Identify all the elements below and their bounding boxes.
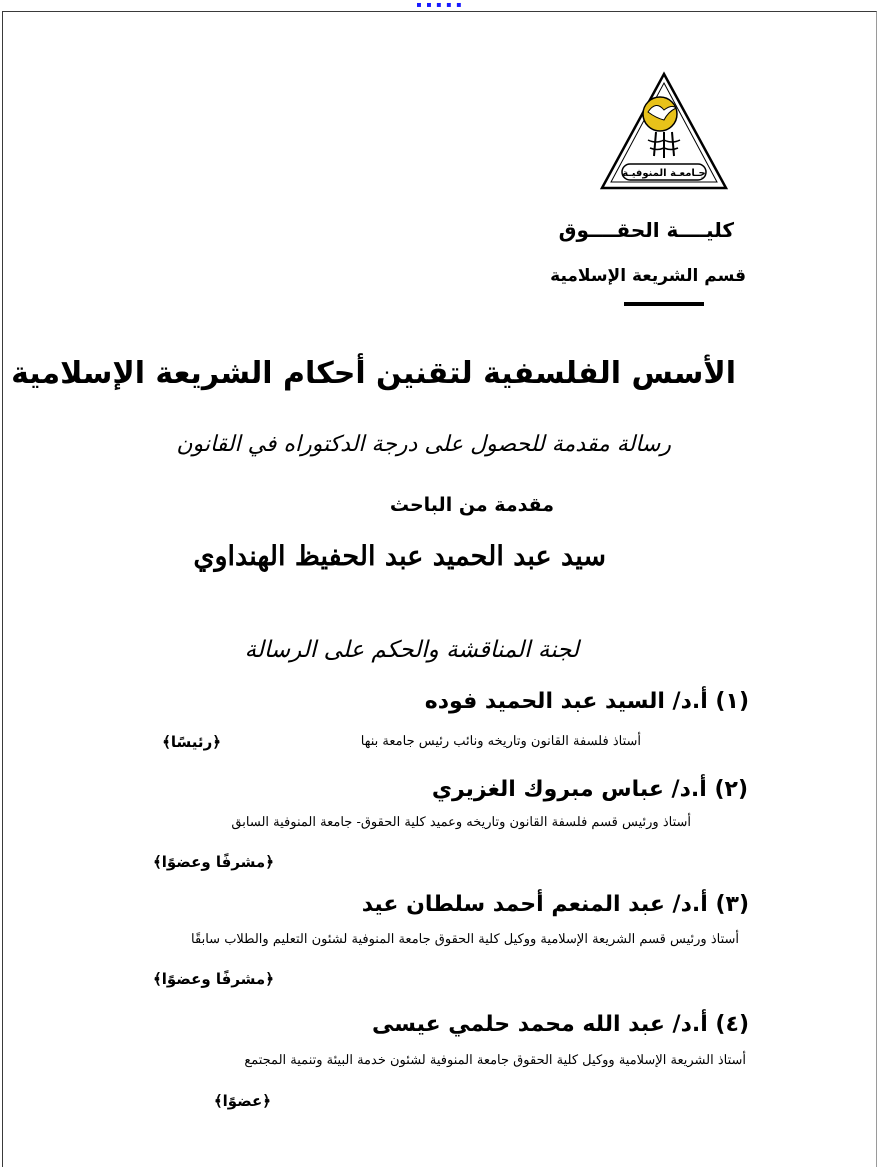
author-name: سيد عبد الحميد عبد الحفيظ الهنداوي	[193, 541, 606, 572]
member-4-description: أستاذ الشريعة الإسلامية ووكيل كلية الحقوق جامعة المنوفية لشئون خدمة البيئة وتنمية المجتمع	[244, 1053, 746, 1068]
member-2-role: ﴿مشرفًا وعضوًا﴾	[152, 853, 274, 871]
member-1-description: أستاذ فلسفة القانون وتاريخه ونائب رئيس جامعة بنها	[360, 734, 641, 749]
faculty-name: كليــــة الحقــــوق	[558, 218, 734, 242]
thesis-subtitle: رسالة مقدمة للحصول على درجة الدكتوراه في القانون	[176, 432, 671, 457]
committee-heading: لجنة المناقشة والحكم على الرسالة	[244, 637, 579, 663]
member-4-name: (٤) أ.د/ عبد الله محمد حلمي عيسى	[371, 1012, 749, 1037]
member-4-role: ﴿عضوًا﴾	[213, 1092, 271, 1110]
member-1-name: (١) أ.د/ السيد عبد الحميد فوده	[424, 689, 749, 714]
department-underline	[624, 302, 704, 306]
presented-by: مقدمة من الباحث	[389, 494, 554, 516]
logo-text: جـامعـة المنوفيـة	[622, 168, 706, 179]
page-frame	[2, 11, 877, 1167]
top-scan-marks: ▪ ▪ ▪ ▪ ▪	[416, 0, 463, 9]
university-logo	[598, 70, 730, 196]
member-1-role: ﴿رئيسًا﴾	[162, 733, 221, 751]
department-name: قسم الشريعة الإسلامية	[550, 266, 746, 286]
member-2-description: أستاذ ورئيس قسم فلسفة القانون وتاريخه وعميد كلية الحقوق- جامعة المنوفية السابق	[231, 815, 691, 830]
member-3-role: ﴿مشرفًا وعضوًا﴾	[152, 970, 274, 988]
member-3-description: أستاذ ورئيس قسم الشريعة الإسلامية ووكيل كلية الحقوق جامعة المنوفية لشئون التعليم والطلاب سابقًا	[191, 932, 739, 947]
member-3-name: (٣) أ.د/ عبد المنعم أحمد سلطان عيد	[361, 892, 749, 917]
thesis-title: الأسس الفلسفية لتقنين أحكام الشريعة الإسلامية	[11, 356, 736, 391]
member-2-name: (٢) أ.د/ عباس مبروك الغزيري	[431, 777, 748, 802]
